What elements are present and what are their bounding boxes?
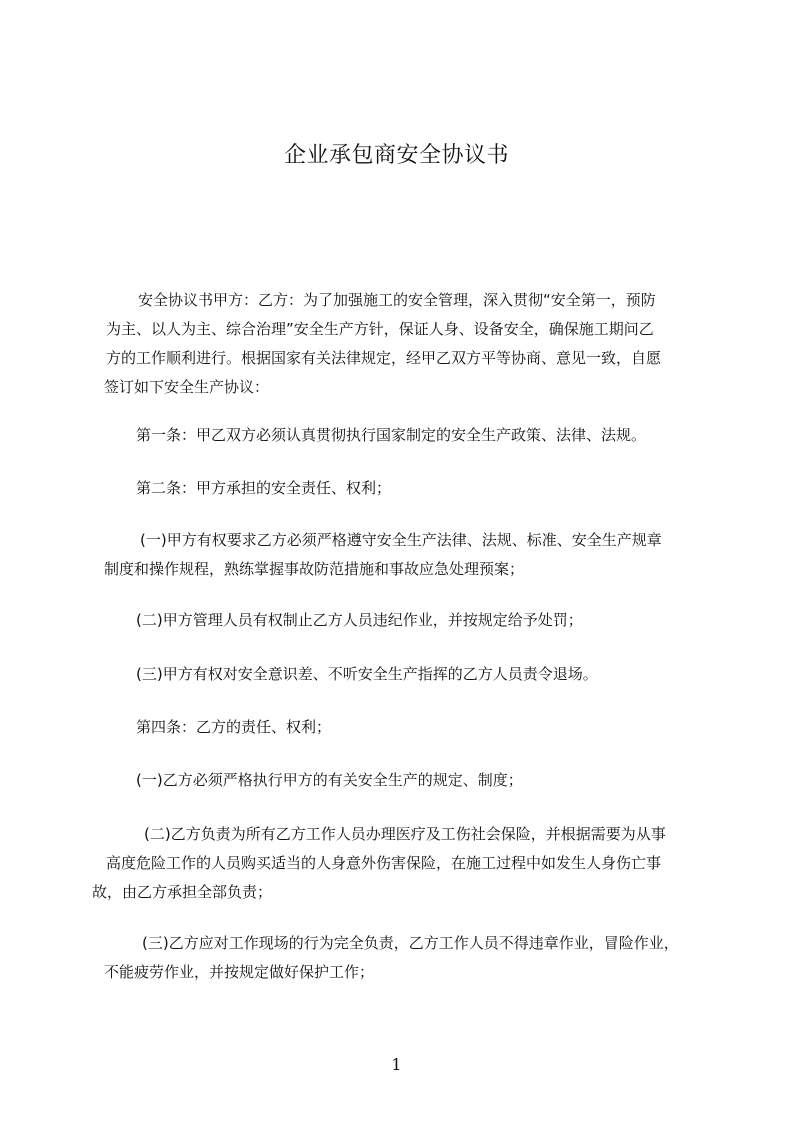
paragraph-line: 第一条：甲乙双方必须认真贯彻执行国家制定的安全生产政策、法律、法规。 <box>136 426 647 444</box>
article-one <box>136 421 706 450</box>
paragraph-line: (二)乙方负责为所有乙方工作人员办理医疗及工伤社会保险，并根据需要为从事 <box>144 825 666 843</box>
article-four-heading <box>136 713 706 742</box>
paragraph-line: (二)甲方管理人员有权制止乙方人员违纪作业，并按规定给予处罚； <box>136 611 583 629</box>
article-two-heading <box>136 474 706 503</box>
article-four-item-three <box>104 929 704 987</box>
article-four-item-two <box>92 820 704 907</box>
document-title: 企业承包商安全协议书 <box>283 143 509 168</box>
article-two-item-three <box>136 660 706 689</box>
paragraph-line: 签订如下安全生产协议： <box>104 378 270 396</box>
paragraph-line: (三)乙方应对工作现场的行为完全负责，乙方工作人员不得违章作业，冒险作业， <box>142 934 679 952</box>
intro-paragraph <box>104 286 704 402</box>
page-number: 1 <box>391 1055 402 1074</box>
paragraph-line: 高度危险工作的人员购买适当的人身意外伤害保险，在施工过程中如发生人身伤亡事 <box>106 854 662 872</box>
paragraph-line: 安全协议书甲方：乙方：为了加强施工的安全管理，深入贯彻“安全第一，预防 <box>138 291 656 309</box>
article-two-item-one <box>104 526 704 584</box>
paragraph-line: 为主、以人为主、综合治理”安全生产方针，保证人身、设备安全，确保施工期问乙 <box>106 320 654 338</box>
paragraph-line: (三)甲方有权对安全意识差、不听安全生产指挥的乙方人员责令退场。 <box>136 665 598 683</box>
paragraph-line: 方的工作顺利进行。根据国家有关法律规定，经甲乙双方平等协商、意见一致，自愿 <box>106 349 662 367</box>
paragraph-line: 制度和操作规程，熟练掌握事故防范措施和事故应急处理预案； <box>104 560 525 578</box>
paragraph-line: (一)乙方必须严格执行甲方的有关安全生产的规定、制度； <box>136 771 523 789</box>
paragraph-line: (一)甲方有权要求乙方必须严格遵守安全生产法律、法规、标准、安全生产规章 <box>140 531 662 549</box>
paragraph-line: 不能疲劳作业，并按规定做好保护工作； <box>104 963 375 981</box>
paragraph-line: 第二条：甲方承担的安全责任、权利； <box>136 479 392 497</box>
paragraph-line: 故，由乙方承担全部负责； <box>92 883 273 901</box>
paragraph-line: 第四条：乙方的责任、权利； <box>136 718 332 736</box>
article-four-item-one <box>136 766 706 795</box>
article-two-item-two <box>136 606 706 635</box>
